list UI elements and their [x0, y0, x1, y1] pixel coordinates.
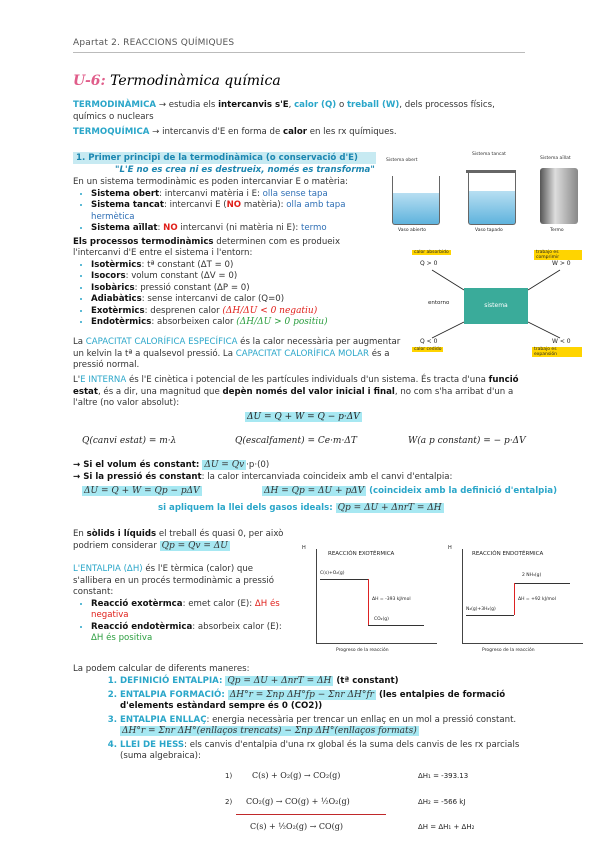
chart-x-label: Progreso de la reacción — [336, 648, 389, 653]
ideal-gas-line — [158, 503, 444, 515]
text: Reacció exotèrmca — [91, 598, 183, 609]
label-heat-absorbed: calor absorbido — [414, 250, 449, 255]
hess-reaction-1: C(s) + O₂(g) → CO₂(g) — [252, 771, 341, 780]
chart-y-label: H — [302, 545, 306, 551]
text: CAPACITAT CALORÍFICA ESPECÍFICA — [85, 337, 238, 347]
list-item — [91, 622, 288, 645]
list-item — [91, 200, 373, 223]
hess-dh-total: ΔH = ΔH₁ + ΔH₂ — [418, 823, 475, 831]
text: : volum constant (ΔV = 0) — [125, 271, 238, 281]
enthalpy-paragraph — [73, 564, 288, 645]
figure-caption: Vaso tapado — [475, 228, 503, 233]
list-item — [120, 740, 534, 763]
text: NO — [226, 200, 242, 210]
q-negative: Q < 0 — [420, 338, 438, 345]
list-item — [91, 223, 373, 235]
list-item — [91, 189, 373, 201]
figure-label: Sistema obert — [386, 158, 418, 163]
reactant-level — [466, 615, 514, 616]
text: olla amb tapa hermètica — [91, 200, 346, 222]
text: Isotèrmics — [91, 259, 142, 270]
text: és l'E cinètica i potencial de les partícules individuals d'un sistema. És tracta d'una — [126, 375, 489, 385]
chart-reactants: N₂(g)+3H₂(g) — [466, 607, 496, 612]
text: : intercanvi matèria i E: — [159, 188, 263, 199]
chart-reactants: C(s)+O₂(g) — [320, 571, 345, 576]
product-level — [514, 583, 570, 584]
text: L' — [73, 375, 81, 385]
chart-products: CO₂(g) — [374, 617, 389, 622]
text: olla sense tapa — [262, 188, 328, 199]
figure-label: Sistema tancat — [472, 152, 506, 157]
text: L'ENTALPIA (ΔH) — [73, 564, 143, 574]
text: : sense intercanvi de calor (Q=0) — [141, 294, 285, 304]
text: sòlids i líquids — [86, 529, 157, 539]
text: LLEI DE HESS — [120, 739, 185, 750]
list-item — [91, 271, 373, 283]
text: matèria): — [241, 200, 287, 210]
text: Qp = ΔU + ΔnrT = ΔH — [227, 676, 332, 686]
exothermic-chart — [302, 545, 440, 657]
text: , dels processos físics, químics o nuclears — [73, 100, 495, 122]
text: termo — [300, 223, 327, 233]
hess-reaction-2: CO₂(g) → CO(g) + ½O₂(g) — [246, 797, 350, 806]
chart-x-label: Progreso de la reacción — [482, 648, 535, 653]
exchange-figure — [412, 250, 582, 360]
intro-definition — [73, 100, 528, 123]
text: DEFINICIÓ ENTALPIA: — [120, 676, 226, 686]
chart-title: REACCIÓN ENDOTÉRMICA — [472, 551, 544, 557]
text: ΔH°r = Σnp ΔH°fp − Σnr ΔH°fr — [229, 689, 374, 700]
figure-caption: Vaso abierto — [398, 228, 427, 233]
hess-step-number: 2) — [225, 798, 233, 806]
constant-volume-line — [73, 460, 269, 472]
thermos-vessel — [540, 168, 578, 224]
text: : tª constant (ΔT = 0) — [141, 259, 234, 270]
q-positive: Q > 0 — [420, 260, 438, 267]
closed-vessel — [468, 173, 516, 225]
text: Sistema aïllat — [91, 223, 158, 233]
processes-intro — [73, 237, 373, 260]
chart-title: REACCIÓN EXOTÉRMICA — [328, 551, 395, 557]
hess-reaction-total: C(s) + ½O₂(g) → CO(g) — [250, 822, 343, 831]
text: : absorbeixen calor — [151, 317, 237, 327]
list-item — [91, 260, 373, 272]
text: Isocors — [91, 271, 126, 281]
section-quote: "L'E no es crea ni es destrueix, només es transforma" — [115, 165, 375, 175]
text: ΔU = Qv — [204, 460, 245, 470]
text: Reacció endotèrmica — [91, 621, 193, 632]
term-termodinamica: TERMODINÀMICA — [73, 100, 157, 110]
w-negative: W < 0 — [552, 338, 571, 345]
list-item — [91, 294, 373, 306]
text: (tª constant) — [333, 676, 399, 686]
text: CAPACITAT CALORÍFICA MOLAR — [235, 348, 370, 359]
text: ΔU = Q + W = Q − p·ΔV — [247, 412, 360, 422]
systems-block — [73, 177, 373, 329]
text: treball (W) — [346, 100, 400, 110]
text: Sistema tancat — [91, 200, 164, 210]
text: ΔH és negativa — [91, 598, 280, 620]
text: , és a dir, una magnitud que — [97, 386, 223, 397]
enthalpy-drop — [368, 579, 369, 625]
chart-products: 2 NH₃(g) — [522, 573, 542, 578]
list-item — [91, 317, 373, 329]
label-heat-released: calor cedido — [414, 347, 442, 352]
term-termoquimica: TERMOQUÍMICA — [73, 127, 150, 137]
text: (ΔH/ΔU > 0 positiu) — [236, 317, 328, 327]
text: (les entalpies de formació d'elements estàndard sempre és 0 (CO2)) — [120, 689, 506, 711]
text: ΔH = Qp = ΔU + pΔV — [264, 486, 365, 496]
header: Apartat 2. REACCIONS QUÍMIQUES — [73, 38, 235, 48]
text: → Si la pressió és constant — [73, 472, 202, 482]
endothermic-chart — [448, 545, 586, 657]
label-environment: entorno — [428, 300, 450, 306]
intro-termoquimica — [73, 127, 528, 139]
text: intercanvis s'E — [218, 100, 289, 110]
chart-dh: ΔH = +92 kJ/mol — [518, 597, 556, 602]
text: : la calor intercanviada coincideix amb el canvi d'entalpia: — [201, 472, 453, 482]
text: calor — [282, 127, 307, 137]
text: ΔH°r = Σnr ΔH°(enllaços trencats) − Σnp ΔH°(enllaços formats) — [122, 726, 417, 736]
text: és a pressió normal. — [73, 348, 390, 370]
text: Qp = ΔU + ΔnrT = ΔH — [337, 503, 442, 513]
figure-caption: Termo — [550, 228, 564, 233]
text: depèn només del valor inicial i final — [222, 386, 395, 397]
text: si apliquem la llei dels gasos ideals: — [158, 503, 336, 513]
text: → Si el volum és constant: — [73, 460, 203, 470]
solids-paragraph — [73, 529, 288, 552]
systems-figure — [380, 148, 580, 238]
list-item — [91, 599, 288, 622]
text: → intercanvis d'E en forma de — [149, 127, 283, 137]
label-work-compress: trabajo es comprimir — [534, 250, 582, 260]
text: calor (Q) — [294, 100, 337, 110]
page-title — [73, 73, 281, 89]
text: Adiabàtics — [91, 294, 142, 304]
internal-energy-paragraph — [73, 375, 531, 410]
figure-label: Sistema aïllat — [540, 156, 571, 161]
list-item — [120, 690, 534, 713]
pressure-equation-1 — [82, 486, 202, 498]
header-divider — [73, 52, 525, 53]
hess-step-number: 1) — [225, 772, 233, 780]
text: : emet calor (E): — [182, 598, 255, 609]
text: En — [73, 529, 87, 539]
section-heading: 1. Primer principi de la termodinàmica (o conservació d'E) — [73, 152, 376, 164]
text: és l'E tèrmica (calor) que s'allibera en un procés termodinàmic a pressió constant: — [73, 564, 275, 597]
equation-work: W(a p constant) = − p·ΔV — [408, 436, 526, 446]
text: : pressió constant (ΔP = 0) — [134, 282, 250, 293]
text: en les rx químiques. — [306, 127, 397, 137]
methods-list — [104, 676, 534, 763]
text: Els processos termodinàmics — [73, 236, 214, 247]
text: Endotèrmics — [91, 317, 152, 327]
equation-heating: Q(escalfament) = Ce·m·ΔT — [235, 436, 357, 446]
text: Exotèrmics — [91, 305, 145, 316]
systems-intro: En un sistema termodinàmic es poden intercanviar E o matèria: — [73, 177, 348, 187]
text: ΔU = Q + W = Qp − pΔV — [84, 486, 200, 496]
text: , no com s'ha arribat d'un a l'altre (no valor absolut): — [73, 386, 514, 408]
pressure-equation-2 — [262, 486, 557, 498]
text: NO — [163, 223, 178, 233]
text: : energia necessària per trencar un enllaç en un mol a pressió constant. — [206, 714, 517, 725]
text: E INTERNA — [80, 375, 127, 385]
text: : — [157, 223, 164, 233]
text: : absorbeix calor (E): — [192, 621, 282, 632]
text: intercanvi (ni matèria ni E): — [177, 223, 301, 233]
list-item — [91, 306, 373, 318]
system-box: sistema — [464, 288, 528, 324]
hess-dh-2: ΔH₂ = -566 kJ — [418, 798, 466, 806]
first-law-equation — [245, 412, 362, 422]
text: → estudia els — [156, 100, 219, 110]
unit-label: U-6: — [73, 73, 106, 89]
list-item — [120, 676, 534, 688]
text: La — [73, 337, 86, 347]
hess-dh-1: ΔH₁ = -393.13 — [418, 772, 469, 780]
product-level — [368, 625, 424, 626]
text: , — [288, 100, 295, 110]
open-vessel — [392, 176, 440, 225]
reactant-level — [320, 579, 368, 580]
capacity-paragraph — [73, 337, 408, 372]
label-work-expansion: trabajo es expansión — [532, 347, 582, 357]
list-item — [120, 715, 534, 738]
text: el treball és quasi 0, per això podriem considerar — [73, 529, 284, 551]
text: (ΔH/ΔU < 0 negatiu) — [222, 305, 318, 316]
text: ΔH és positiva — [91, 633, 153, 643]
equation-phase-change: Q(canvi estat) = m·λ — [82, 436, 177, 446]
text: Sistema obert — [91, 188, 160, 199]
text: Qp = Qv = ΔU — [161, 540, 228, 551]
title-text: Termodinàmica química — [105, 73, 281, 89]
text: : desprenen calor — [144, 305, 223, 316]
text: Isobàrics — [91, 282, 135, 293]
text: ENTALPIA FORMACIÓ: — [120, 689, 228, 700]
list-item — [91, 283, 373, 295]
w-positive: W > 0 — [552, 260, 571, 267]
text: és la calor necessària per augmentar un kelvin la tª a qualsevol pressió. La — [73, 337, 401, 359]
text: o — [336, 100, 347, 110]
chart-y-label: H — [448, 545, 452, 551]
text: : intercanvi E ( — [163, 200, 227, 210]
enthalpy-rise — [514, 583, 515, 615]
chart-dh: ΔH = -393 kJ/mol — [372, 597, 411, 602]
text: : els canvis d'entalpia d'una rx global és la suma dels canvis de les rx parcials (suma algebraica): — [120, 739, 520, 761]
text: funció estat — [73, 375, 519, 397]
constant-pressure-line — [73, 472, 452, 484]
text: ENTALPIA ENLLAÇ — [120, 714, 207, 725]
text: determinen com es produeix l'intercanvi d'E entre el sistema i l'entorn: — [73, 236, 341, 258]
hess-sum-line — [236, 814, 386, 815]
text: ·p·(0) — [246, 460, 270, 470]
methods-intro: La podem calcular de diferents maneres: — [73, 664, 250, 674]
text: (coincideix amb la definició d'entalpia) — [366, 486, 557, 496]
